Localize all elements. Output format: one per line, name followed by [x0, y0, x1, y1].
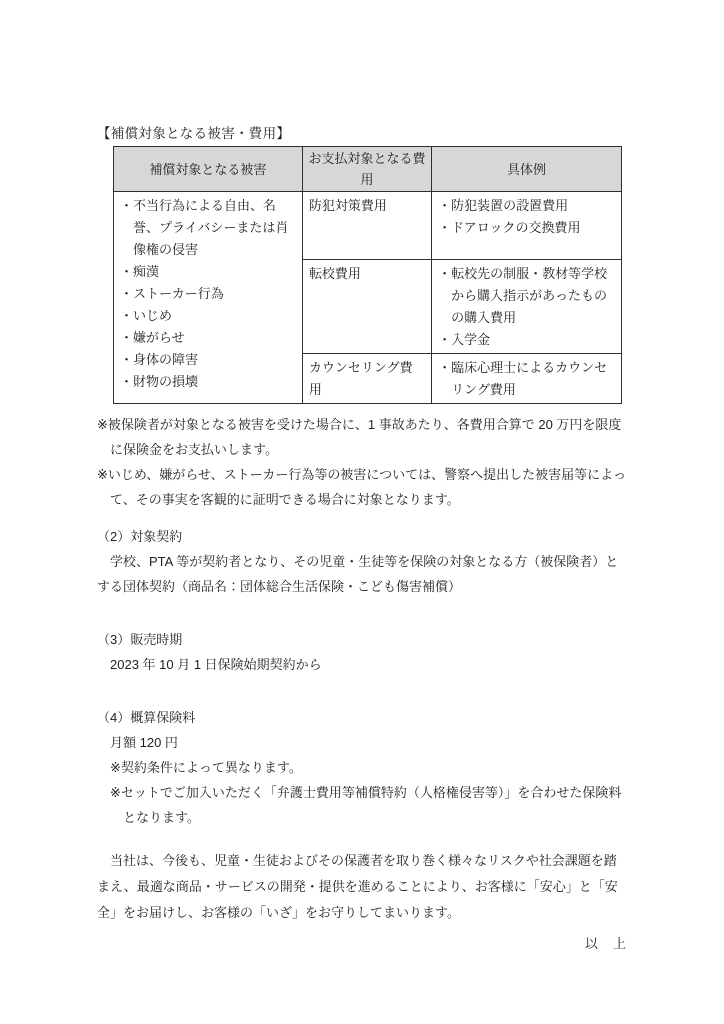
table-caption-title: 【補償対象となる被害・費用】: [97, 126, 291, 141]
footnote: ※被保険者が対象となる被害を受けた場合に、1 事故あたり、各費用合算で 20 万円を限度に保険金をお支払いします。: [97, 417, 622, 457]
table-header-row: [114, 147, 622, 192]
damage-item: ・嫌がらせ: [120, 330, 185, 345]
closing-paragraph: 当社は、今後も、児童・生徒およびその保護者を取り巻く様々なリスクや社会課題を踏まえ、最適な商品・サービスの開発・提供を進めることにより、お客様に「安心」と「安全」をお届けし、お客様の「いざ」をお守りしてまいります。: [97, 853, 618, 920]
section-heading: （4）概算保険料: [97, 710, 196, 725]
expense-cell: 防犯対策費用: [302, 192, 431, 260]
col-header-examples: 具体例: [432, 147, 622, 192]
damages-cell: [114, 192, 303, 404]
col-header-expenses: お支払対象となる費用: [302, 147, 431, 192]
damage-item: ・痴漢: [120, 264, 160, 279]
damage-item: ・不当行為による自由、名誉、プライバシーまたは肖像権の侵害: [120, 198, 289, 257]
damage-item: ・ストーカー行為: [120, 286, 224, 301]
footnote: ※いじめ、嫌がらせ、ストーカー行為等の被害については、警察へ提出した被害届等によって、その事実を客観的に証明できる場合に対象となります。: [97, 467, 627, 507]
examples-cell: [432, 354, 622, 404]
example-item: ・転校先の制服・教材等学校から購入指示があったものの購入費用: [438, 266, 608, 325]
table-row: [114, 192, 622, 260]
section-period: [97, 627, 627, 677]
expense-cell: カウンセリング費用: [302, 354, 431, 404]
damage-item: ・財物の損壊: [120, 374, 199, 389]
premium-note: ※セットでご加入いただく「弁護士費用等補償特約（人格権侵害等）」を合わせた保険料となります。: [110, 785, 622, 825]
example-item: ・臨床心理士によるカウンセリング費用: [438, 360, 608, 397]
section-premium: [97, 705, 627, 830]
section-body: 学校、PTA 等が契約者となり、その児童・生徒等を保険の対象となる方（被保険者）とする団体契約（商品名：団体総合生活保険・こども傷害補償）: [97, 554, 619, 594]
examples-cell: [432, 260, 622, 354]
section-contract: [97, 524, 627, 599]
damage-item: ・身体の障害: [120, 352, 199, 367]
compensation-table: [113, 146, 622, 404]
section-heading: （3）販売時期: [97, 632, 183, 647]
example-item: ・防犯装置の設置費用: [438, 198, 569, 213]
premium-amount: 月額 120 円: [110, 735, 178, 750]
section-heading: （2）対象契約: [97, 529, 183, 544]
expense-cell: 転校費用: [302, 260, 431, 354]
damage-item: ・いじめ: [120, 308, 173, 323]
table-footnotes: [97, 412, 627, 512]
example-item: ・入学金: [438, 332, 491, 347]
col-header-damages: 補償対象となる被害: [114, 147, 303, 192]
examples-cell: [432, 192, 622, 260]
example-item: ・ドアロックの交換費用: [438, 220, 581, 235]
premium-note: ※契約条件によって異なります。: [110, 760, 302, 775]
end-mark: 以 上: [584, 936, 627, 951]
section-body: 2023 年 10 月 1 日保険始期契約から: [110, 657, 322, 672]
